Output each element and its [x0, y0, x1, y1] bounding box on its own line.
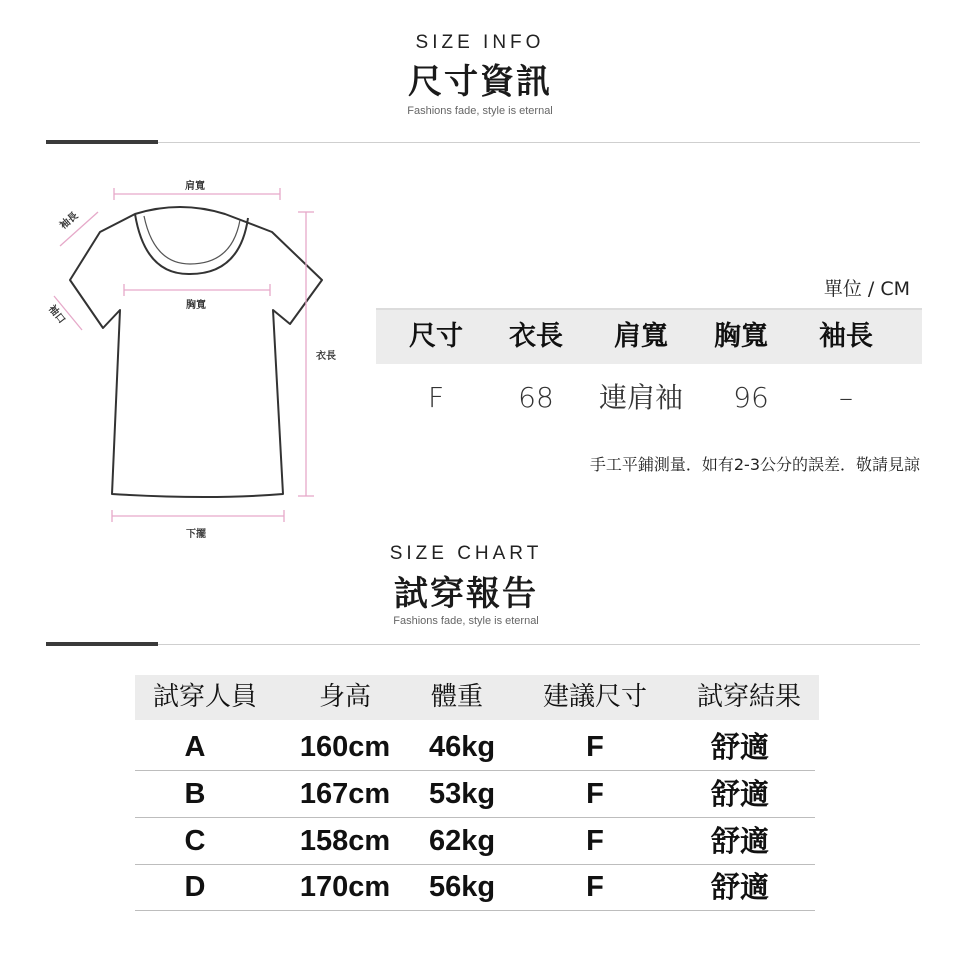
size-table-row — [376, 372, 922, 424]
divider — [46, 644, 920, 645]
cell-tester: A — [184, 731, 206, 763]
size-info-title-zh: 尺寸資訊 — [408, 62, 552, 102]
cell-height: 170cm — [299, 871, 391, 903]
cell-tester: B — [184, 778, 206, 810]
cell-fit-result: 舒適 — [710, 777, 769, 811]
col-length: 衣長 — [509, 321, 563, 352]
cell-weight: 62kg — [428, 825, 496, 857]
col-chest: 胸寬 — [714, 321, 768, 352]
size-chart-subtitle: Fashions fade, style is eternal — [393, 615, 539, 627]
cell-height: 167cm — [299, 778, 391, 810]
col-suggested-size: 建議尺寸 — [542, 682, 647, 712]
cell-shoulder: 連肩袖 — [598, 381, 683, 414]
table-row — [135, 864, 815, 911]
cell-tester: D — [184, 871, 206, 903]
col-sleeve: 袖長 — [819, 321, 873, 352]
cell-chest: 96 — [733, 381, 769, 414]
cell-height: 160cm — [299, 731, 391, 763]
tshirt-diagram — [40, 170, 360, 550]
col-weight: 體重 — [430, 682, 483, 712]
cell-tester: C — [184, 825, 206, 857]
cell-fit-result: 舒適 — [710, 730, 769, 764]
cell-weight: 46kg — [428, 731, 496, 763]
table-row — [135, 818, 815, 865]
size-chart-title-zh: 試穿報告 — [394, 574, 538, 614]
divider-accent — [46, 140, 158, 144]
shirt-outline — [70, 207, 322, 497]
size-chart-title-en: SIZE CHART — [389, 543, 543, 564]
divider-accent — [46, 642, 158, 646]
label-sleeve: 袖長 — [58, 210, 81, 232]
cell-weight: 53kg — [428, 778, 496, 810]
label-chest: 胸寬 — [186, 300, 206, 311]
cell-fit-result: 舒適 — [710, 870, 769, 904]
label-hem: 下擺 — [186, 529, 206, 540]
label-cuff: 袖口 — [45, 303, 67, 326]
col-height: 身高 — [318, 682, 371, 712]
divider — [46, 142, 920, 143]
table-row — [135, 724, 815, 771]
cell-size: F — [427, 381, 445, 414]
measure-note: 手工平鋪測量．如有2-3公分的誤差．敬請見諒 — [589, 455, 920, 474]
col-tester: 試穿人員 — [152, 682, 257, 712]
cell-suggested-size: F — [586, 825, 604, 857]
cell-fit-result: 舒適 — [710, 824, 769, 858]
col-size: 尺寸 — [409, 321, 463, 352]
cell-suggested-size: F — [586, 731, 604, 763]
cell-height: 158cm — [299, 825, 391, 857]
fit-table-header — [135, 675, 819, 720]
cell-suggested-size: F — [586, 871, 604, 903]
cell-suggested-size: F — [586, 778, 604, 810]
label-length: 衣長 — [316, 351, 336, 362]
label-shoulder: 肩寬 — [185, 181, 205, 192]
size-info-subtitle: Fashions fade, style is eternal — [407, 105, 553, 117]
cell-sleeve: – — [839, 381, 853, 414]
size-info-title-en: SIZE INFO — [415, 32, 545, 53]
col-shoulder: 肩寬 — [614, 321, 668, 352]
col-fit-result: 試穿結果 — [696, 682, 801, 712]
cell-length: 68 — [518, 381, 554, 414]
table-row — [135, 771, 815, 818]
cell-weight: 56kg — [428, 871, 496, 903]
size-table-header — [376, 308, 922, 364]
unit-label: 單位 / CM — [823, 278, 910, 300]
